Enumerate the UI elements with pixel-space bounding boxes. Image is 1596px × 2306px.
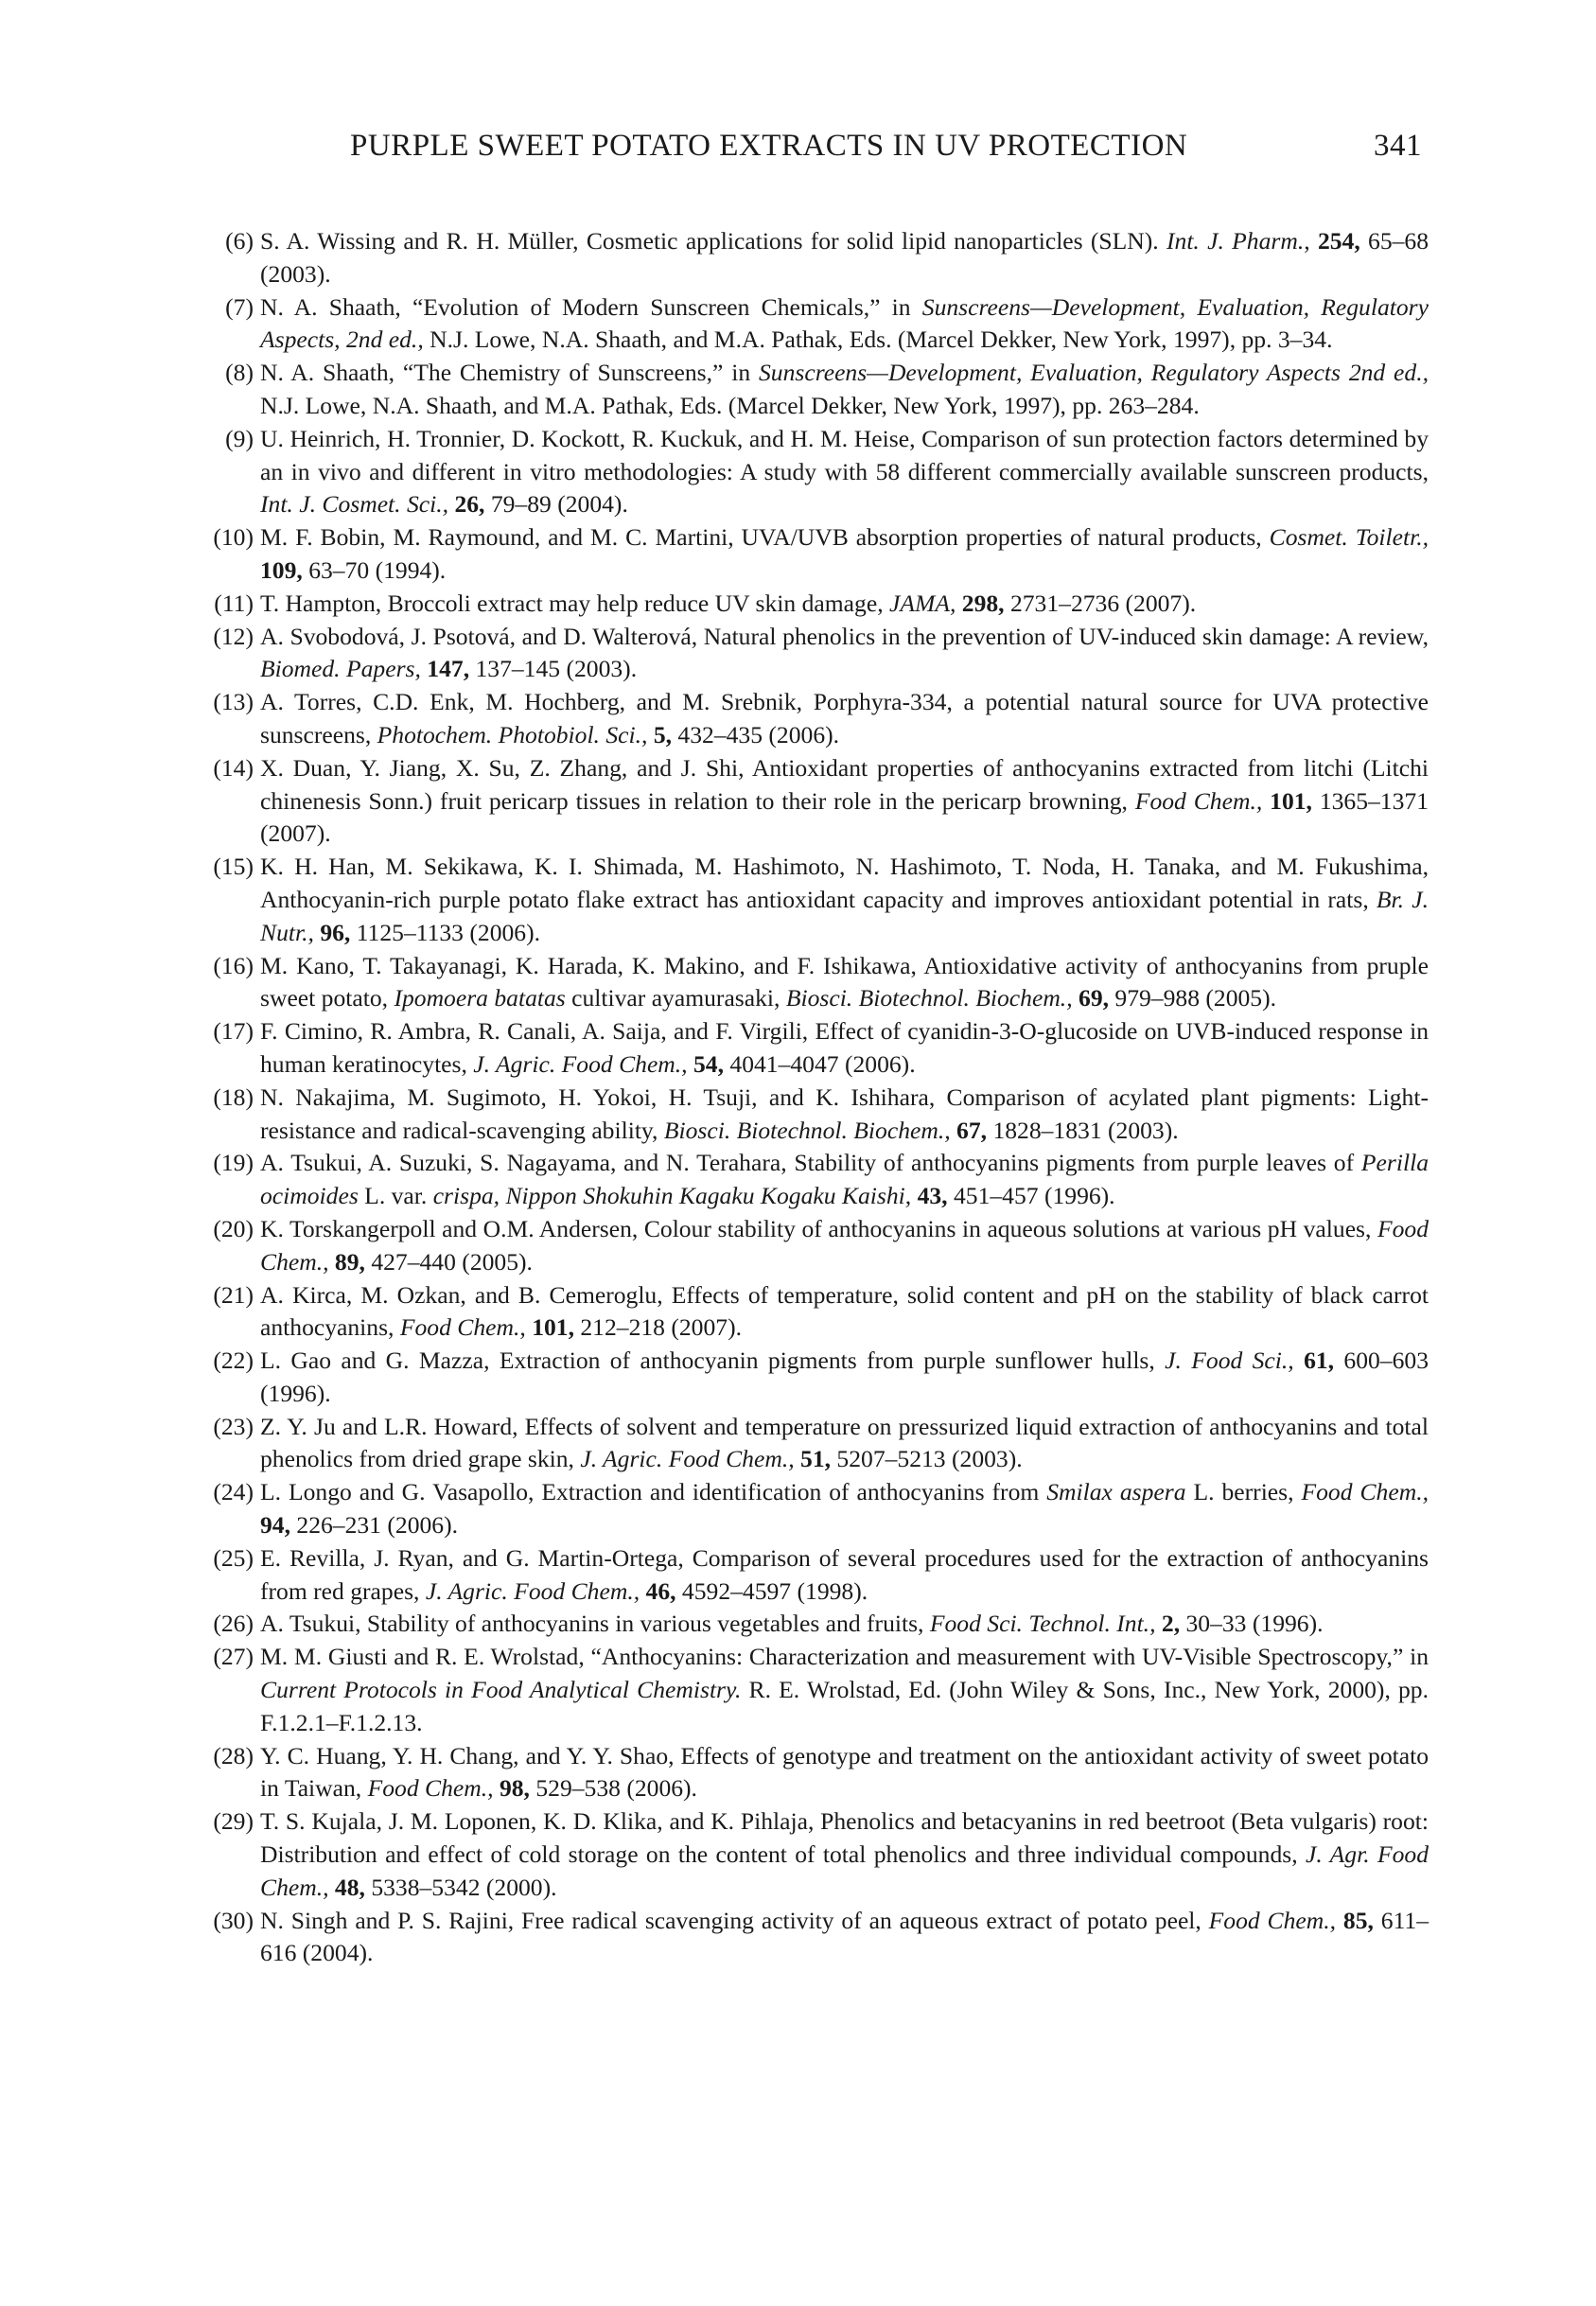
citation-title: Int. J. Cosmet. Sci., [260, 490, 449, 519]
citation-volume: 69, [1079, 984, 1110, 1012]
reference-text [260, 1149, 1429, 1209]
reference-number: (25) [213, 1543, 254, 1572]
citation-volume: 85, [1342, 1906, 1374, 1934]
reference-number: (7) [225, 292, 254, 321]
citation-volume: 101, [1270, 786, 1312, 815]
reference-item [199, 1147, 1429, 1213]
citation-title: Current Protocols in Food Analytical Chemistry. [260, 1676, 742, 1704]
citation-title: Food Chem., [399, 1313, 526, 1342]
citation-text: X. Duan, Y. Jiang, X. Su, Z. Zhang, and J. Shi, Antioxidant properties of anthocyanins extracted from litchi (Litchi chinenesis Sonn.) fruit pericarp tissues in relation to their role in the pericarp browning, [260, 753, 1429, 815]
reference-text [260, 1281, 1429, 1342]
reference-number: (28) [213, 1741, 254, 1769]
citation-text: N. A. Shaath, “Evolution of Modern Sunscreen Chemicals,” in [260, 292, 922, 321]
citation-volume: 48, [334, 1873, 365, 1901]
citation-volume: 26, [454, 490, 485, 519]
citation-text [1336, 1907, 1343, 1934]
reference-text [260, 1017, 1429, 1078]
citation-volume: 67, [956, 1116, 988, 1144]
citation-volume: 89, [334, 1247, 365, 1276]
citation-text [1310, 227, 1318, 255]
citation-volume: 94, [260, 1511, 290, 1540]
reference-text [260, 1643, 1429, 1736]
citation-volume: 109, [260, 555, 303, 584]
citation-text: M. M. Giusti and R. E. Wrolstad, “Anthocyanins: Characterization and measurement with UV-Visible Spectroscopy,” in [260, 1643, 1429, 1671]
citation-text: 5207–5213 (2003). [831, 1445, 1023, 1473]
reference-text [260, 754, 1429, 848]
reference-item [199, 1411, 1429, 1477]
citation-title: Biomed. Papers, [260, 655, 421, 683]
citation-text: 979–988 (2005). [1109, 984, 1277, 1012]
citation-text: cultivar ayamurasaki, [565, 984, 786, 1012]
citation-text: 1828–1831 (2003). [987, 1116, 1179, 1144]
citation-text: L. berries, [1185, 1478, 1302, 1506]
citation-text: L. Longo and G. Vasapollo, Extraction and identification of anthocyanins from [260, 1478, 1047, 1506]
reference-item [199, 423, 1429, 521]
reference-text [260, 590, 1196, 617]
citation-volume: 54, [693, 1049, 724, 1078]
reference-text [260, 1347, 1429, 1407]
reference-item [199, 521, 1429, 588]
citation-text: 212–218 (2007). [573, 1313, 742, 1342]
reference-text [260, 1742, 1429, 1803]
reference-item [199, 686, 1429, 752]
reference-text [260, 1907, 1429, 1967]
citation-title: J. Agric. Food Chem., [425, 1576, 640, 1605]
citation-title: Food Chem., [260, 1214, 1429, 1276]
reference-item [199, 1905, 1429, 1971]
citation-text: U. Heinrich, H. Tronnier, D. Kockott, R. Kuckuk, and H. M. Heise, Comparison of sun protection factors determined by an in vivo and different in vitro methodologies: A study with 58 different commercially available sunscreen products, [260, 424, 1429, 485]
citation-text: 4041–4047 (2006). [724, 1049, 916, 1078]
citation-text: 65–68 (2003). [260, 227, 1429, 288]
citation-text: 30–33 (1996). [1180, 1610, 1324, 1638]
citation-text: K. H. Han, M. Sekikawa, K. I. Shimada, M. Hashimoto, N. Hashimoto, T. Noda, H. Tanaka, and M. Fukushima, Anthocyanin-rich purple potato flake extract has antioxidant capacity and improves antioxidant potential in rats, [260, 853, 1429, 913]
reference-text [260, 1413, 1429, 1473]
citation-text: A. Svobodová, J. Psotová, and D. Walterová, Natural phenolics in the prevention of UV-induced skin damage: A review, [260, 622, 1429, 650]
citation-title: Perilla ocimoides [260, 1149, 1429, 1210]
citation-text: 1125–1133 (2006). [350, 918, 541, 946]
citation-volume: 98, [499, 1774, 530, 1803]
reference-text [260, 1610, 1324, 1637]
citation-title: Ipomoera batatas [394, 984, 566, 1012]
citation-volume: 61, [1304, 1347, 1335, 1375]
citation-text: 226–231 (2006). [290, 1511, 459, 1540]
citation-text: Z. Y. Ju and L.R. Howard, Effects of solvent and temperature on pressurized liquid extraction of anthocyanins and total phenolics from dried grape skin, [260, 1412, 1429, 1473]
reference-item [199, 1279, 1429, 1346]
citation-volume: 147, [427, 655, 470, 683]
citation-text: 4592–4597 (1998). [675, 1576, 868, 1605]
citation-title: Food Chem., [1208, 1906, 1337, 1934]
citation-text: K. Torskangerpoll and O.M. Andersen, Colour stability of anthocyanins in aqueous solutions at various pH values, [260, 1214, 1377, 1242]
citation-volume: 2, [1161, 1610, 1181, 1638]
reference-text [260, 688, 1429, 748]
citation-title: Int. J. Pharm., [1166, 227, 1310, 255]
reference-text [260, 1807, 1429, 1901]
reference-item [199, 1082, 1429, 1148]
citation-volume: 46, [645, 1576, 676, 1605]
citation-volume: 254, [1317, 227, 1360, 255]
page-number: 341 [1374, 129, 1422, 163]
citation-text: 79–89 (2004). [484, 490, 628, 519]
citation-title: Food Chem., [1134, 786, 1263, 815]
citation-text: S. A. Wissing and R. H. Müller, Cosmetic applications for solid lipid nanoparticles (SLN). [260, 227, 1166, 255]
reference-text [260, 952, 1429, 1012]
reference-item [199, 225, 1429, 291]
reference-number: (23) [213, 1412, 254, 1440]
reference-item [199, 1015, 1429, 1082]
citation-text [1294, 1347, 1304, 1374]
reference-text [260, 1215, 1429, 1276]
reference-number: (6) [225, 227, 254, 255]
reference-number: (27) [213, 1643, 254, 1671]
citation-text: T. Hampton, Broccoli extract may help reduce UV skin damage, [260, 589, 889, 617]
citation-text: 611–616 (2004). [260, 1906, 1429, 1967]
reference-number: (29) [213, 1807, 254, 1836]
reference-list [199, 225, 1429, 1970]
reference-number: (11) [214, 589, 254, 617]
citation-text: 451–457 (1996). [947, 1182, 1115, 1210]
reference-text [260, 853, 1429, 946]
citation-text: Y. C. Huang, Y. H. Chang, and Y. Y. Shao, Effects of genotype and treatment on the antioxidant activity of sweet potato in Taiwan, [260, 1741, 1429, 1803]
reference-item [199, 1740, 1429, 1806]
reference-number: (10) [213, 523, 254, 552]
citation-text: R. E. Wrolstad, Ed. (John Wiley & Sons, Inc., New York, 2000), pp. F.1.2.1–F.1.2.13. [260, 1676, 1429, 1736]
reference-text [260, 1478, 1429, 1539]
citation-text: 427–440 (2005). [364, 1247, 533, 1276]
citation-title: Br. J. Nutr., [260, 885, 1429, 946]
citation-text: 63–70 (1994). [302, 555, 447, 584]
reference-number: (26) [213, 1610, 254, 1638]
citation-title: Sunscreens—Development, Evaluation, Regulatory Aspects 2nd ed., [758, 359, 1429, 387]
citation-title: Food Chem., [1301, 1478, 1429, 1506]
reference-number: (17) [213, 1017, 254, 1046]
citation-text: 5338–5342 (2000). [364, 1873, 557, 1901]
reference-item [199, 588, 1429, 621]
citation-text: 1365–1371 (2007). [260, 786, 1429, 848]
reference-item [199, 291, 1429, 358]
reference-item [199, 752, 1429, 851]
reference-number: (22) [213, 1347, 254, 1375]
reference-text [260, 359, 1429, 419]
citation-title: J. Agric. Food Chem., [580, 1445, 795, 1473]
citation-title: Smilax aspera [1046, 1478, 1186, 1506]
citation-volume: 5, [653, 720, 673, 748]
citation-text: E. Revilla, J. Ryan, and G. Martin-Ortega, Comparison of several procedures used for the extraction of anthocyanins from red grapes, [260, 1543, 1429, 1605]
citation-title: J. Agr. Food Chem., [260, 1840, 1429, 1901]
citation-text: 137–145 (2003). [469, 655, 638, 683]
citation-text: N. A. Shaath, “The Chemistry of Sunscreens,” in [260, 359, 759, 387]
citation-text: N.J. Lowe, N.A. Shaath, and M.A. Pathak, Eds. (Marcel Dekker, New York, 1997), pp. 3–34. [423, 326, 1333, 354]
citation-text: A. Tsukui, Stability of anthocyanins in various vegetables and fruits, [260, 1610, 930, 1638]
citation-text: 529–538 (2006). [529, 1774, 697, 1803]
reference-item [199, 1476, 1429, 1542]
citation-volume: 101, [532, 1313, 574, 1342]
citation-title: Sunscreens—Development, Evaluation, Regulatory Aspects, 2nd ed., [260, 292, 1429, 354]
reference-item [199, 1542, 1429, 1609]
citation-title: JAMA, [889, 589, 956, 617]
reference-number: (19) [213, 1149, 254, 1177]
reference-number: (30) [213, 1906, 254, 1934]
citation-text: M. F. Bobin, M. Raymound, and M. C. Martini, UVA/UVB absorption properties of natural products, [260, 523, 1270, 552]
citation-title: Food Chem., [367, 1774, 494, 1803]
citation-text [1262, 787, 1270, 815]
citation-text: T. S. Kujala, J. M. Loponen, K. D. Klika, and K. Pihlaja, Phenolics and betacyanins in red beetroot (Beta vulgaris) root: Distribution and effect of cold storage on the content of total phenolics and three individual compounds, [260, 1807, 1429, 1869]
reference-number: (8) [225, 359, 254, 387]
reference-text [260, 425, 1429, 519]
citation-title: Cosmet. Toiletr., [1269, 523, 1429, 552]
citation-title: Photochem. Photobiol. Sci., [377, 720, 648, 748]
reference-number: (15) [213, 853, 254, 881]
citation-text: L. var. [358, 1182, 433, 1210]
citation-text: A. Kirca, M. Ozkan, and B. Cemeroglu, Effects of temperature, solid content and pH on the stability of black carrot anthocyanins, [260, 1280, 1429, 1342]
reference-number: (9) [225, 424, 254, 452]
reference-text [260, 1083, 1429, 1144]
citation-volume: 51, [800, 1445, 832, 1473]
citation-volume: 298, [961, 589, 1005, 617]
citation-text: M. Kano, T. Takayanagi, K. Harada, K. Makino, and F. Ishikawa, Antioxidative activity of anthocyanins from pruple sweet potato, [260, 951, 1429, 1012]
citation-text: A. Tsukui, A. Suzuki, S. Nagayama, and N. Terahara, Stability of anthocyanins pigments from purple leaves of [260, 1149, 1361, 1177]
reference-number: (16) [213, 951, 254, 979]
citation-title: J. Food Sci., [1165, 1347, 1294, 1375]
citation-text: A. Torres, C.D. Enk, M. Hochberg, and M. Srebnik, Porphyra-334, a potential natural source for UVA protective sunscreens, [260, 688, 1429, 748]
reference-number: (20) [213, 1214, 254, 1242]
citation-text: N. Nakajima, M. Sugimoto, H. Yokoi, H. Tsuji, and K. Ishihara, Comparison of acylated plant pigments: Light-resistance and radical-scavenging ability, [260, 1083, 1429, 1144]
citation-text: N. Singh and P. S. Rajini, Free radical scavenging activity of an aqueous extract of potato peel, [260, 1906, 1209, 1934]
reference-item [199, 621, 1429, 687]
running-title: PURPLE SWEET POTATO EXTRACTS IN UV PROTECTION [350, 129, 1188, 163]
reference-text [260, 523, 1429, 584]
reference-item [199, 1213, 1429, 1279]
citation-text: N.J. Lowe, N.A. Shaath, and M.A. Pathak, Eds. (Marcel Dekker, New York, 1997), pp. 263–284. [260, 391, 1200, 419]
citation-title: Biosci. Biotechnol. Biochem., [663, 1116, 951, 1144]
reference-item [199, 357, 1429, 423]
reference-number: (12) [213, 622, 254, 650]
reference-item [199, 1345, 1429, 1411]
citation-volume: 96, [320, 918, 351, 946]
reference-text [260, 1544, 1429, 1605]
reference-text [260, 293, 1429, 354]
citation-text: 600–603 (1996). [260, 1347, 1429, 1407]
citation-title: Biosci. Biotechnol. Biochem., [785, 984, 1073, 1012]
citation-text: F. Cimino, R. Ambra, R. Canali, A. Saija, and F. Virgili, Effect of cyanidin-3-O-glucoside on UVB-induced response in human keratinocytes, [260, 1017, 1429, 1078]
reference-number: (13) [213, 688, 254, 716]
reference-item [199, 851, 1429, 949]
reference-item [199, 1608, 1429, 1641]
citation-text: 432–435 (2006). [672, 720, 840, 748]
citation-title: crispa, Nippon Shokuhin Kagaku Kogaku Kaishi, [432, 1182, 912, 1210]
reference-item [199, 950, 1429, 1016]
reference-item [199, 1805, 1429, 1904]
citation-volume: 43, [917, 1182, 948, 1210]
reference-text [260, 227, 1429, 288]
reference-text [260, 623, 1429, 683]
reference-number: (14) [213, 753, 254, 782]
reference-number: (18) [213, 1083, 254, 1111]
citation-text: L. Gao and G. Mazza, Extraction of anthocyanin pigments from purple sunflower hulls, [260, 1347, 1166, 1375]
citation-title: J. Agric. Food Chem., [473, 1049, 688, 1078]
citation-text: 2731–2736 (2007). [1004, 589, 1197, 617]
reference-item [199, 1641, 1429, 1739]
reference-number: (21) [213, 1280, 254, 1309]
running-header [350, 129, 1422, 170]
reference-number: (24) [213, 1478, 254, 1506]
citation-title: Food Sci. Technol. Int., [929, 1610, 1156, 1638]
